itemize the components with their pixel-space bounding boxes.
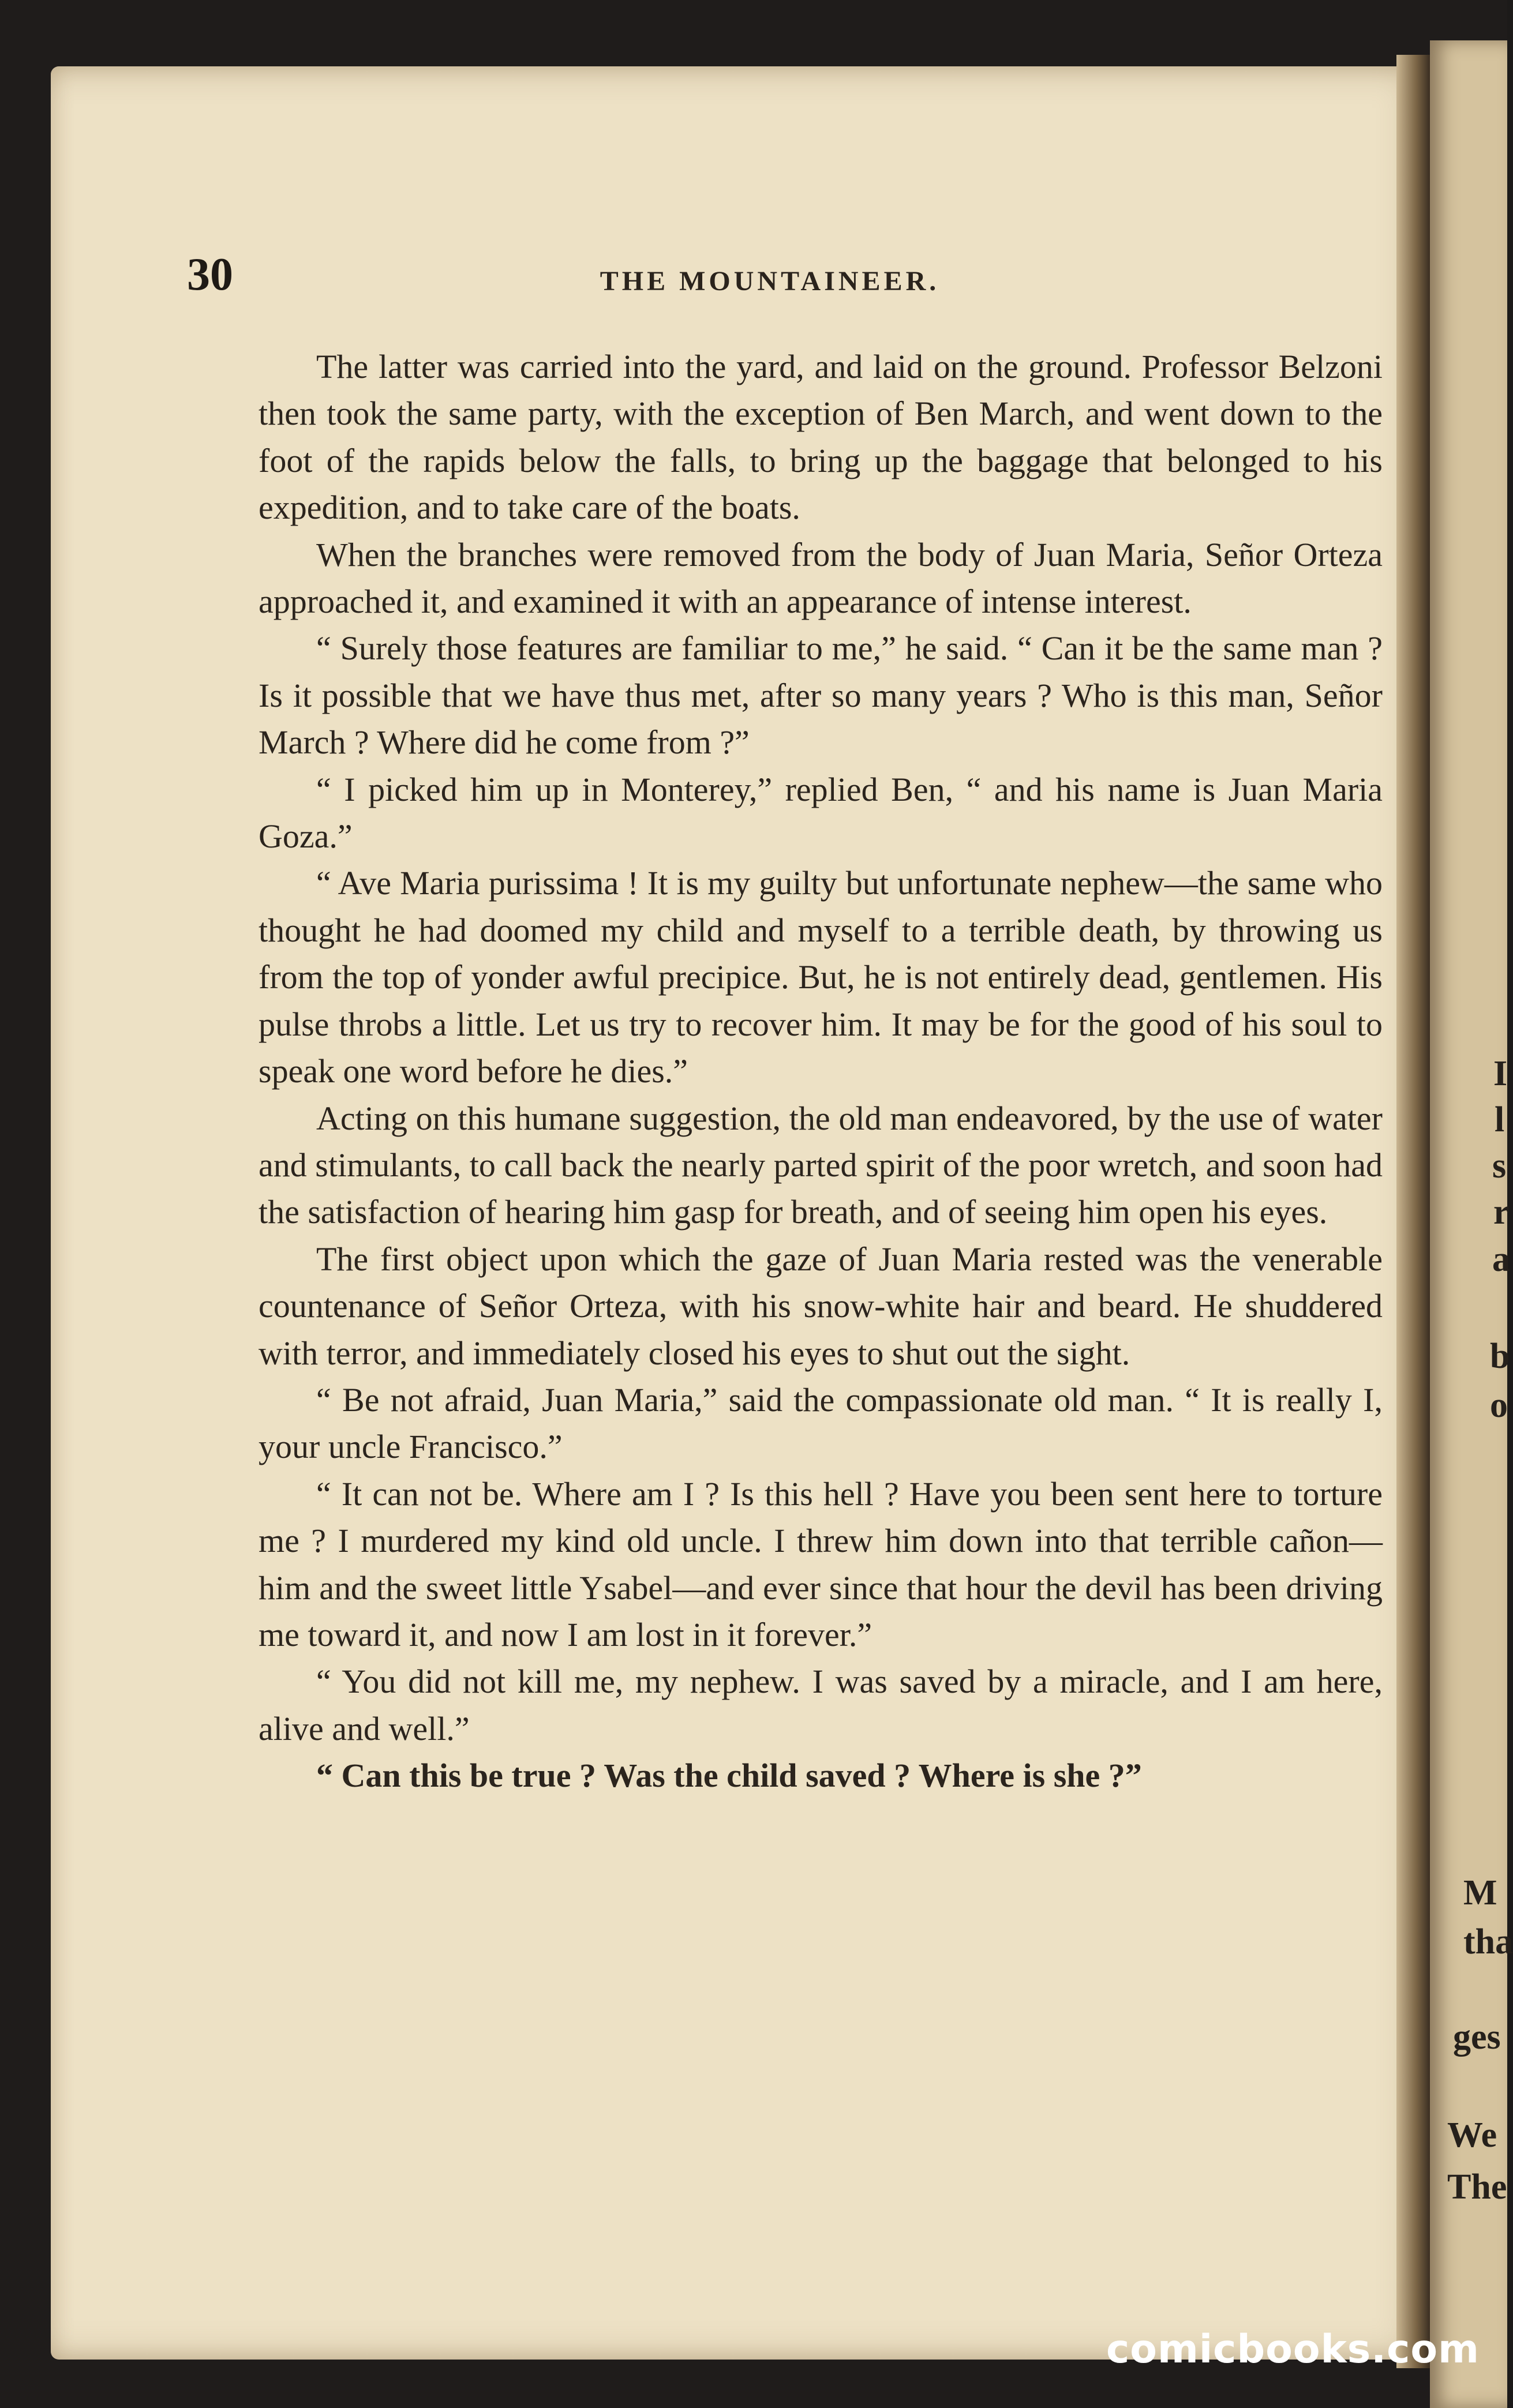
book-gutter	[1396, 55, 1430, 2368]
page-header	[51, 202, 1431, 300]
body-text	[259, 343, 1383, 1799]
running-head: THE MOUNTAINEER.	[600, 266, 940, 297]
paragraph: “ Surely those features are familiar to me,” he said. “ Can it be the same man ? Is it possible that we have thus met, after so many years ? Who is this man, Señor March ? Where did he come from ?”	[259, 629, 1383, 762]
paragraph: “ Be not afraid, Juan Maria,” said the compassionate old man. “ It is really I, your uncle Francisco.”	[259, 1381, 1383, 1466]
right-page-fragment: l	[1495, 1100, 1505, 1139]
right-page-fragment: The	[1447, 2167, 1507, 2207]
paragraph: “ I picked him up in Monterey,” replied Ben, “ and his name is Juan Maria Goza.”	[259, 770, 1383, 856]
right-page-fragment: s	[1492, 1146, 1507, 1186]
right-page-fragment: ges	[1453, 2017, 1501, 2057]
paragraph: “ It can not be. Where am I ? Is this hell ? Have you been sent here to torture me ? I murdered my kind old uncle. I threw him down into that terrible cañon—him and the sweet little Ysabel—and ever since that hour the devil has been driving me toward it, and now I am lost in it forever.”	[259, 1475, 1383, 1653]
watermark: comicbooks.com	[1106, 2327, 1480, 2372]
right-page-fragment: M	[1463, 1873, 1497, 1912]
paragraph: When the branches were removed from the body of Juan Maria, Señor Orteza approached it, and examined it with an appearance of intense interest.	[259, 535, 1383, 621]
right-page-fragment: b	[1490, 1337, 1510, 1376]
paragraph: The first object upon which the gaze of Juan Maria rested was the venerable countenance of Señor Orteza, with his snow-white hair and beard. He shuddered with terror, and immediately closed his eyes to shut out the sight.	[259, 1240, 1383, 1372]
paragraph: The latter was carried into the yard, and laid on the ground. Professor Belzoni then took the same party, with the exception of Ben March, and went down to the foot of the rapids below the falls, to bring up the baggage that belonged to his expedition, and to take care of the boats.	[259, 348, 1383, 527]
right-page-fragment: r	[1493, 1192, 1510, 1232]
paragraph: “ Can this be true ? Was the child saved ? Where is she ?”	[316, 1757, 1142, 1795]
paragraph: Acting on this humane suggestion, the old man endeavored, by the use of water and stimulants, to call back the nearly parted spirit of the poor wretch, and soon had the satisfaction of hearing him gasp for breath, and of seeing him open his eyes.	[259, 1099, 1383, 1231]
right-page-edge	[1430, 40, 1513, 2408]
paragraph: “ You did not kill me, my nephew. I was saved by a miracle, and I am here, alive and well.”	[259, 1663, 1383, 1747]
page-number: 30	[187, 249, 233, 300]
right-page-fragment: tha	[1463, 1922, 1513, 1961]
right-page-fragment: a	[1492, 1240, 1510, 1279]
right-page-fragment: I	[1493, 1054, 1508, 1093]
right-page-fragment: We	[1447, 2116, 1497, 2155]
paragraph: “ Ave Maria purissima ! It is my guilty but unfortunate nephew—the same who thought he had doomed my child and myself to a terrible death, by throwing us from the top of yonder awful precipice. But, he is not entirely dead, gentlemen. His pulse throbs a little. Let us try to recover him. It may be for the good of his soul to speak one word before he dies.”	[259, 864, 1383, 1090]
left-page	[51, 66, 1431, 2360]
right-page-fragment: o	[1490, 1386, 1508, 1425]
